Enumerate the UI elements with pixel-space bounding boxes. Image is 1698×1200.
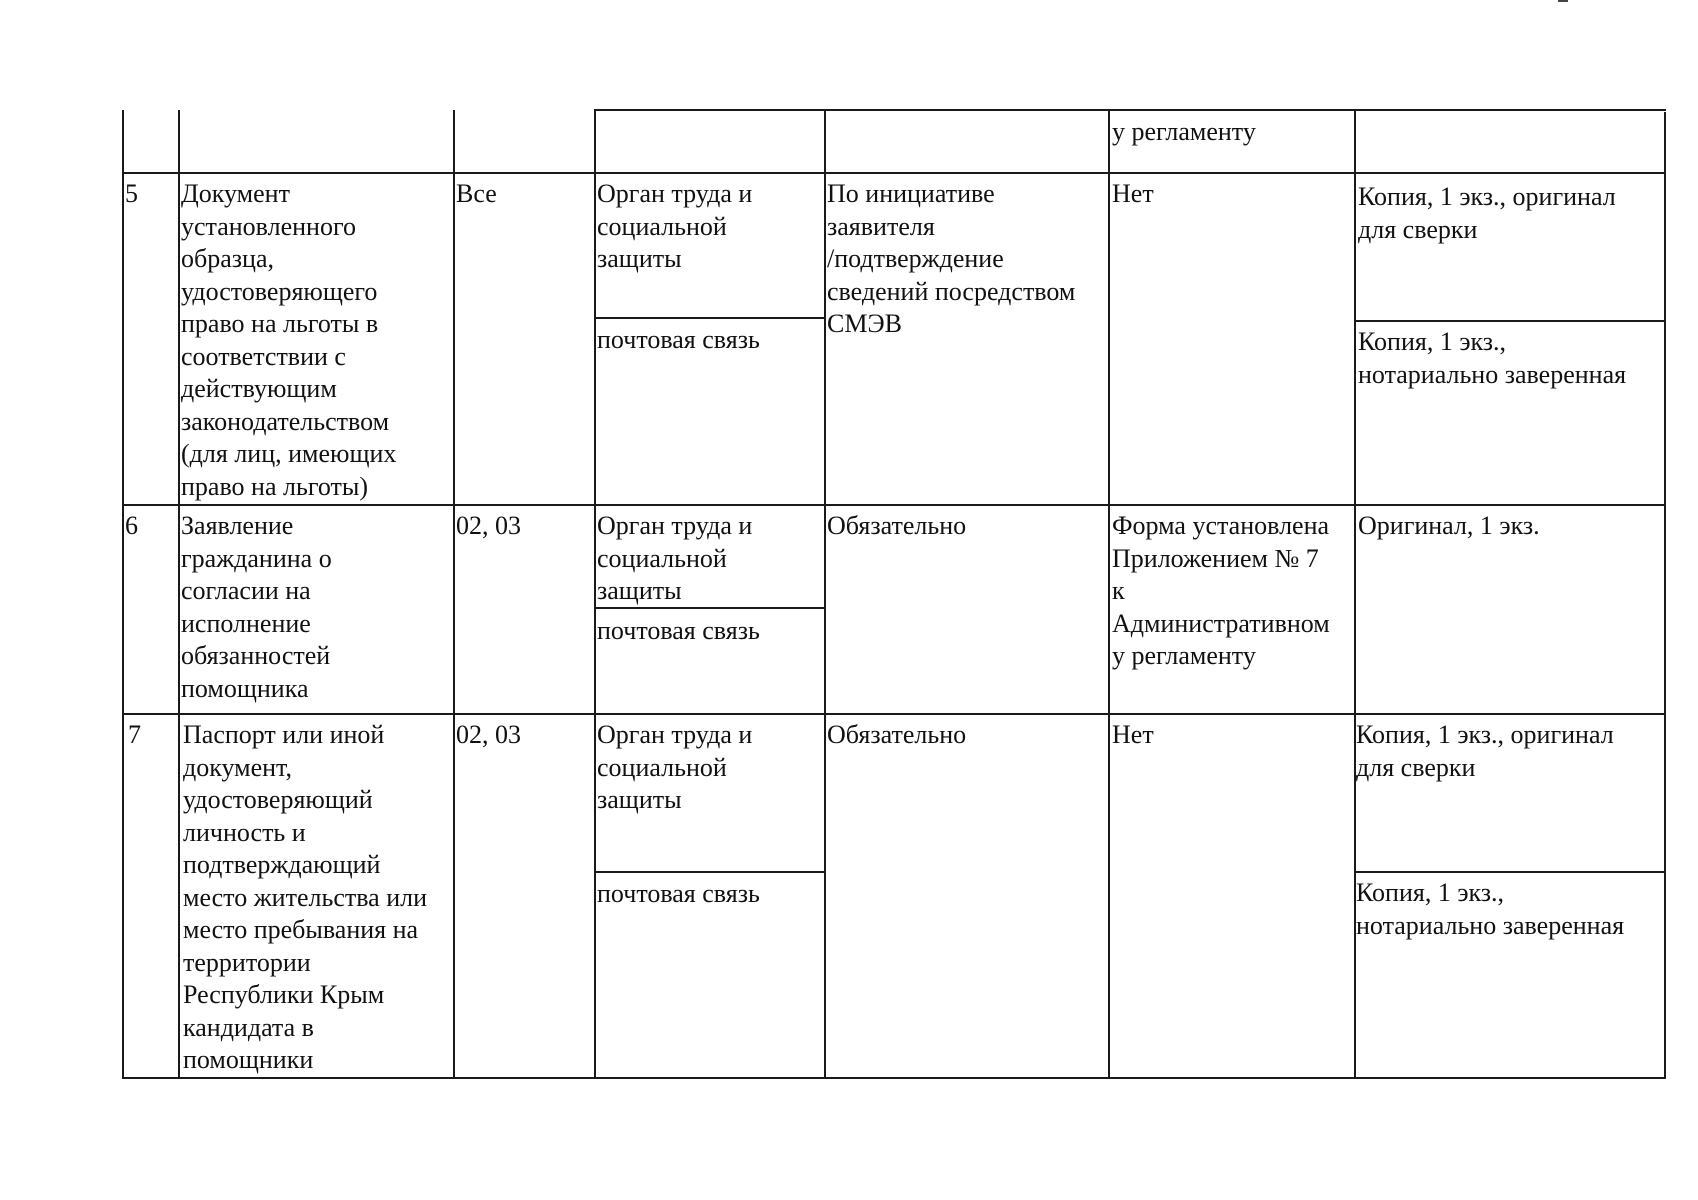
- column-divider: [594, 110, 596, 1078]
- condition-cell: Обязательно: [827, 511, 967, 540]
- requirement-top: Оригинал, 1 экз.: [1358, 511, 1540, 540]
- applicant-category: 02, 03: [456, 511, 521, 540]
- condition-cell: Обязательно: [827, 720, 967, 749]
- row-number: 6: [125, 511, 138, 540]
- row-divider: [122, 713, 1666, 715]
- document-name: Паспорт или иной документ, удостоверяющий личность и подтверждающий место жительства или место пребывания на территории Республики Крым кандидата в помощники: [183, 720, 427, 1074]
- row-divider: [122, 172, 1666, 174]
- requirement-top: Копия, 1 экз., оригинал для сверки: [1358, 182, 1616, 244]
- table-border-bottom: [122, 1077, 1666, 1079]
- subcell-divider: [594, 317, 824, 319]
- row-number: 5: [125, 179, 138, 208]
- column-divider: [178, 110, 180, 1078]
- organ-cell: Орган труда и социальной защиты: [597, 720, 753, 814]
- row-divider: [122, 504, 1666, 506]
- subcell-divider: [1354, 320, 1664, 322]
- subcell-divider: [1354, 871, 1664, 873]
- requirement-bottom: Копия, 1 экз., нотариально заверенная: [1358, 327, 1627, 389]
- column-divider: [824, 110, 826, 1078]
- column-divider: [453, 110, 455, 1078]
- table-border-right: [1664, 112, 1666, 1078]
- requirement-top: Копия, 1 экз., оригинал для сверки: [1356, 720, 1614, 782]
- form-cell: Нет: [1112, 720, 1154, 749]
- mail-cell: почтовая связь: [597, 325, 760, 354]
- column-divider: [1108, 110, 1110, 1078]
- form-cell: Форма установлена Приложением № 7 к Административном у регламенту: [1112, 511, 1330, 670]
- table-border-left: [122, 110, 124, 1078]
- organ-cell: Орган труда и социальной защиты: [597, 179, 753, 273]
- subcell-divider: [594, 871, 824, 873]
- applicant-category: 02, 03: [456, 720, 521, 749]
- requirement-bottom: Копия, 1 экз., нотариально заверенная: [1356, 878, 1625, 940]
- top-row-form-cell: у регламенту: [1112, 117, 1256, 146]
- form-cell: Нет: [1112, 179, 1154, 208]
- organ-cell: Орган труда и социальной защиты: [597, 511, 753, 605]
- table-border-top-partial: [594, 109, 1666, 111]
- scan-mark: [1558, 0, 1568, 2]
- condition-cell: По инициативе заявителя /подтверждение сведений посредством СМЭВ: [827, 179, 1076, 338]
- document-name: Заявление гражданина о согласии на исполнение обязанностей помощника: [181, 511, 332, 703]
- applicant-category: Все: [456, 179, 497, 208]
- mail-cell: почтовая связь: [597, 616, 760, 645]
- row-number: 7: [128, 720, 141, 749]
- mail-cell: почтовая связь: [597, 879, 760, 908]
- document-name: Документ установленного образца, удостоверяющего право на льготы в соответствии с действующим законодательством (для лиц, имеющих право на льготы): [181, 179, 397, 501]
